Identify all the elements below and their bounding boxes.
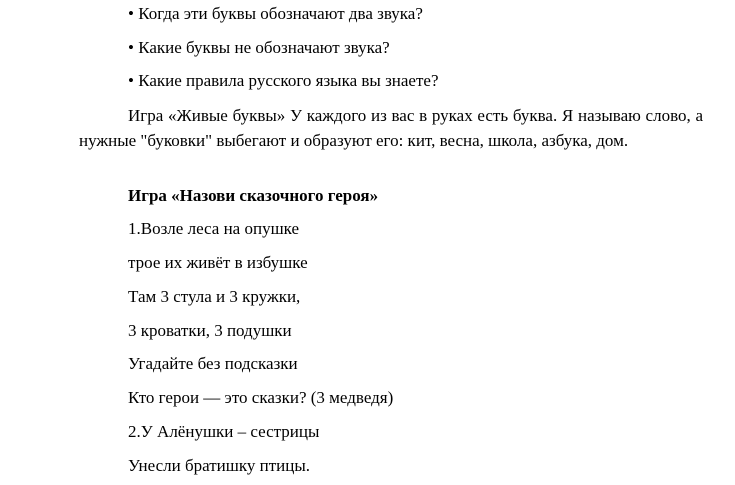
riddle-line: Унесли братишку птицы. [128, 456, 311, 475]
riddle-line: трое их живёт в избушке [128, 253, 308, 272]
section-heading: Игра «Назови сказочного героя» [128, 186, 379, 205]
riddle-line: 1.Возле леса на опушке [128, 219, 300, 238]
game-paragraph: Игра «Живые буквы» У каждого из вас в руках есть буква. Я называю слово, а нужные "буковки" выбегают и образуют его: кит, весна, школа, азбука, дом. [79, 106, 703, 150]
bullet-item-3: • Какие правила русского языка вы знаете? [128, 71, 439, 90]
riddle-line: Кто герои — это сказки? (3 медведя) [128, 388, 394, 407]
riddle-line: 3 кроватки, 3 подушки [128, 321, 292, 340]
bullet-item-1: • Когда эти буквы обозначают два звука? [128, 4, 423, 23]
bullet-item-2: • Какие буквы не обозначают звука? [128, 38, 390, 57]
riddle-line: Угадайте без подсказки [128, 354, 298, 373]
riddle-line: Там 3 стула и 3 кружки, [128, 287, 301, 306]
riddle-line: 2.У Алёнушки – сестрицы [128, 422, 320, 441]
